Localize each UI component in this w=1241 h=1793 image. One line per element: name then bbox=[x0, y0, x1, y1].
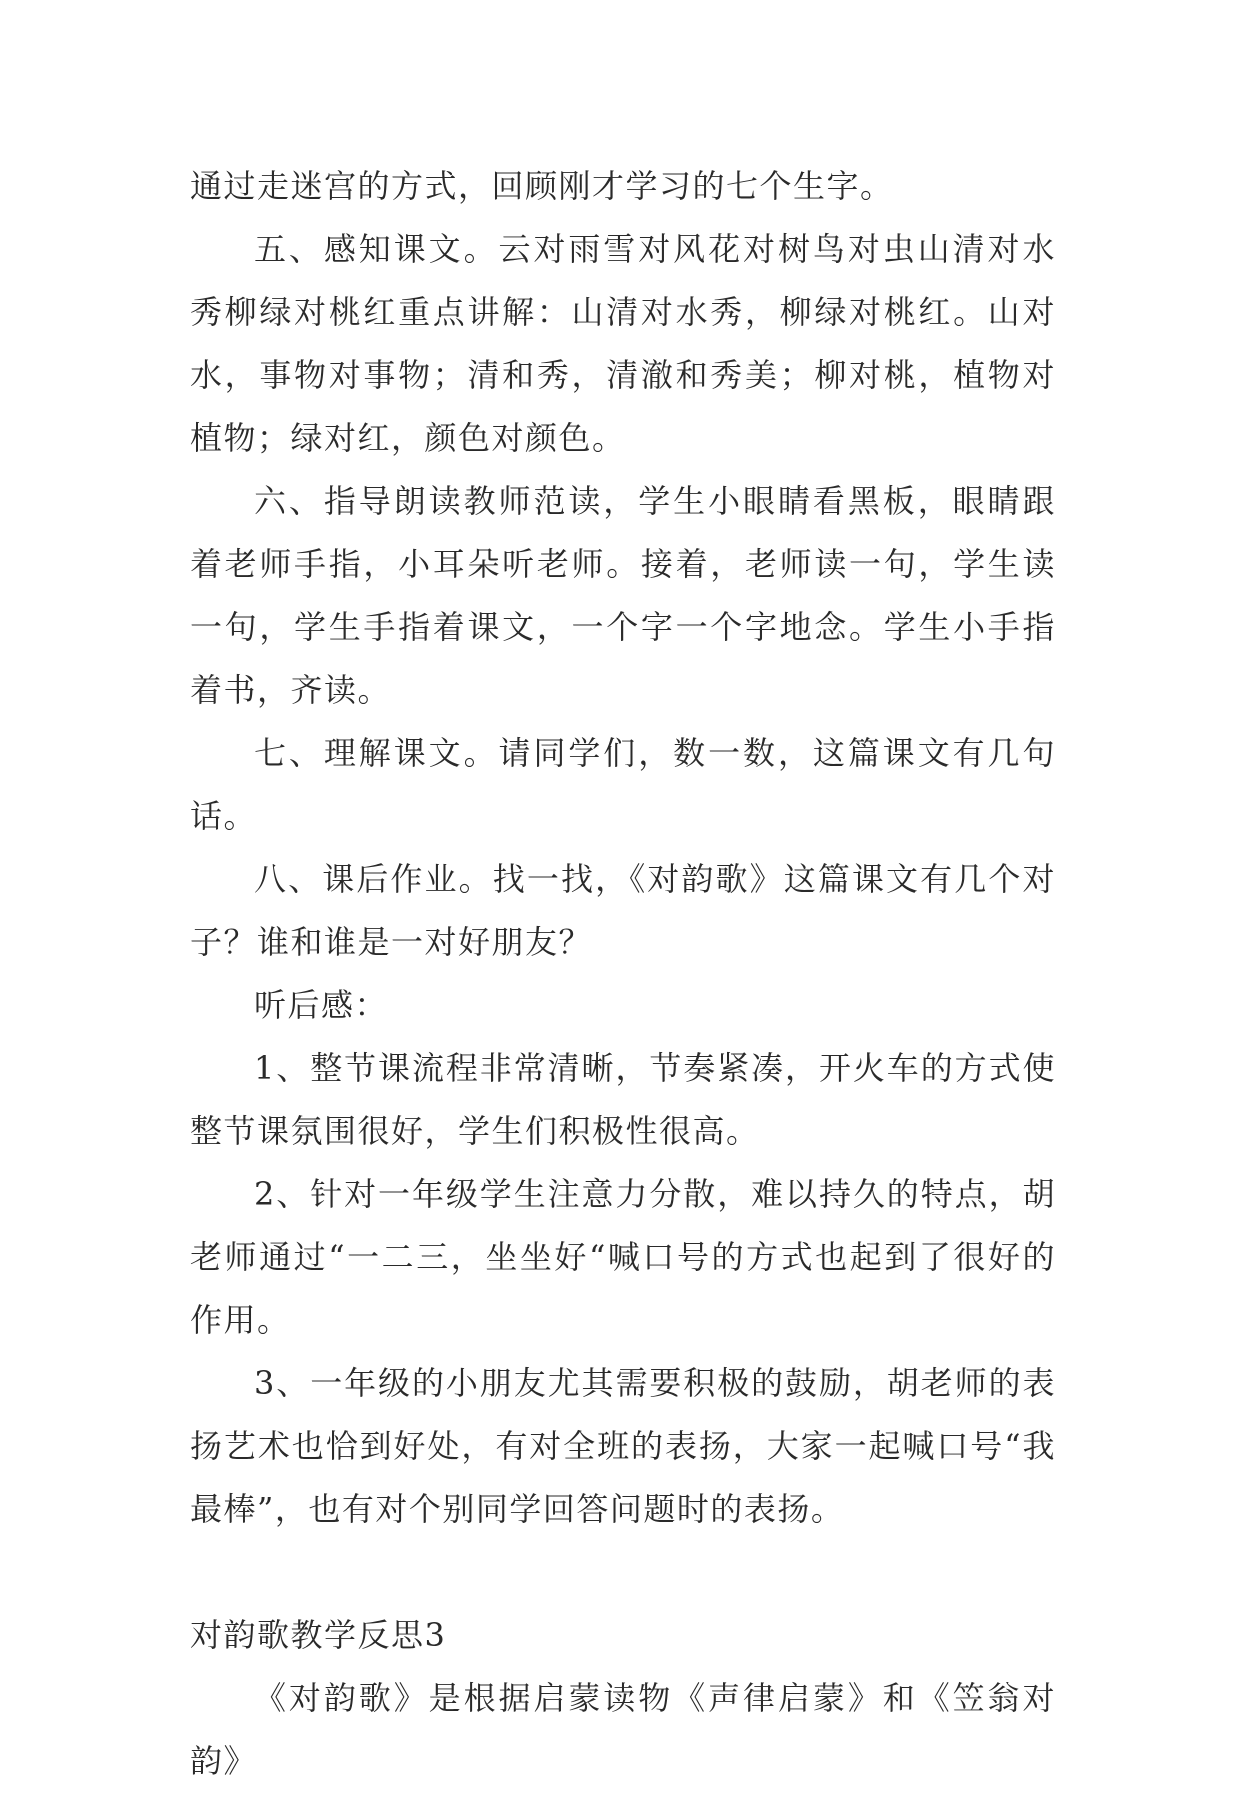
paragraph-reflection-heading: 听后感： bbox=[254, 986, 389, 1024]
paragraph-continuation: 通过走迷宫的方式，回顾刚才学习的七个生字。 bbox=[190, 167, 894, 205]
section-title: 对韵歌教学反思3 bbox=[190, 1616, 447, 1654]
paragraph-homework: 八、课后作业。找一找，《对韵歌》这篇课文有几个对子？谁和谁是一对好朋友？ bbox=[190, 860, 1056, 961]
paragraph-reflection-3: 3、一年级的小朋友尤其需要积极的鼓励，胡老师的表扬艺术也恰到好处，有对全班的表扬，大家一起喊口号“我最棒”，也有对个别同学回答问题时的表扬。 bbox=[190, 1364, 1056, 1528]
section-first-paragraph: 《对韵歌》是根据启蒙读物《声律启蒙》和《笠翁对韵》 bbox=[190, 1679, 1056, 1780]
paragraph-guided-reading: 六、指导朗读教师范读，学生小眼睛看黑板，眼睛跟着老师手指，小耳朵听老师。接着，老师读一句，学生读一句，学生手指着课文，一个字一个字地念。学生小手指着书，齐读。 bbox=[190, 482, 1056, 709]
paragraph-understand-text: 七、理解课文。请同学们，数一数，这篇课文有几句话。 bbox=[190, 734, 1056, 835]
document-body bbox=[190, 155, 1056, 1793]
paragraph-perceive-text: 五、感知课文。云对雨雪对风花对树鸟对虫山清对水秀柳绿对桃红重点讲解：山清对水秀，柳绿对桃红。山对水，事物对事物；清和秀，清澈和秀美；柳对桃，植物对植物；绿对红，颜色对颜色。 bbox=[190, 230, 1056, 457]
paragraph-reflection-2: 2、针对一年级学生注意力分散，难以持久的特点，胡老师通过“一二三，坐坐好“喊口号的方式也起到了很好的作用。 bbox=[190, 1175, 1056, 1339]
paragraph-reflection-1: 1、整节课流程非常清晰，节奏紧凑，开火车的方式使整节课氛围很好，学生们积极性很高。 bbox=[190, 1049, 1056, 1150]
